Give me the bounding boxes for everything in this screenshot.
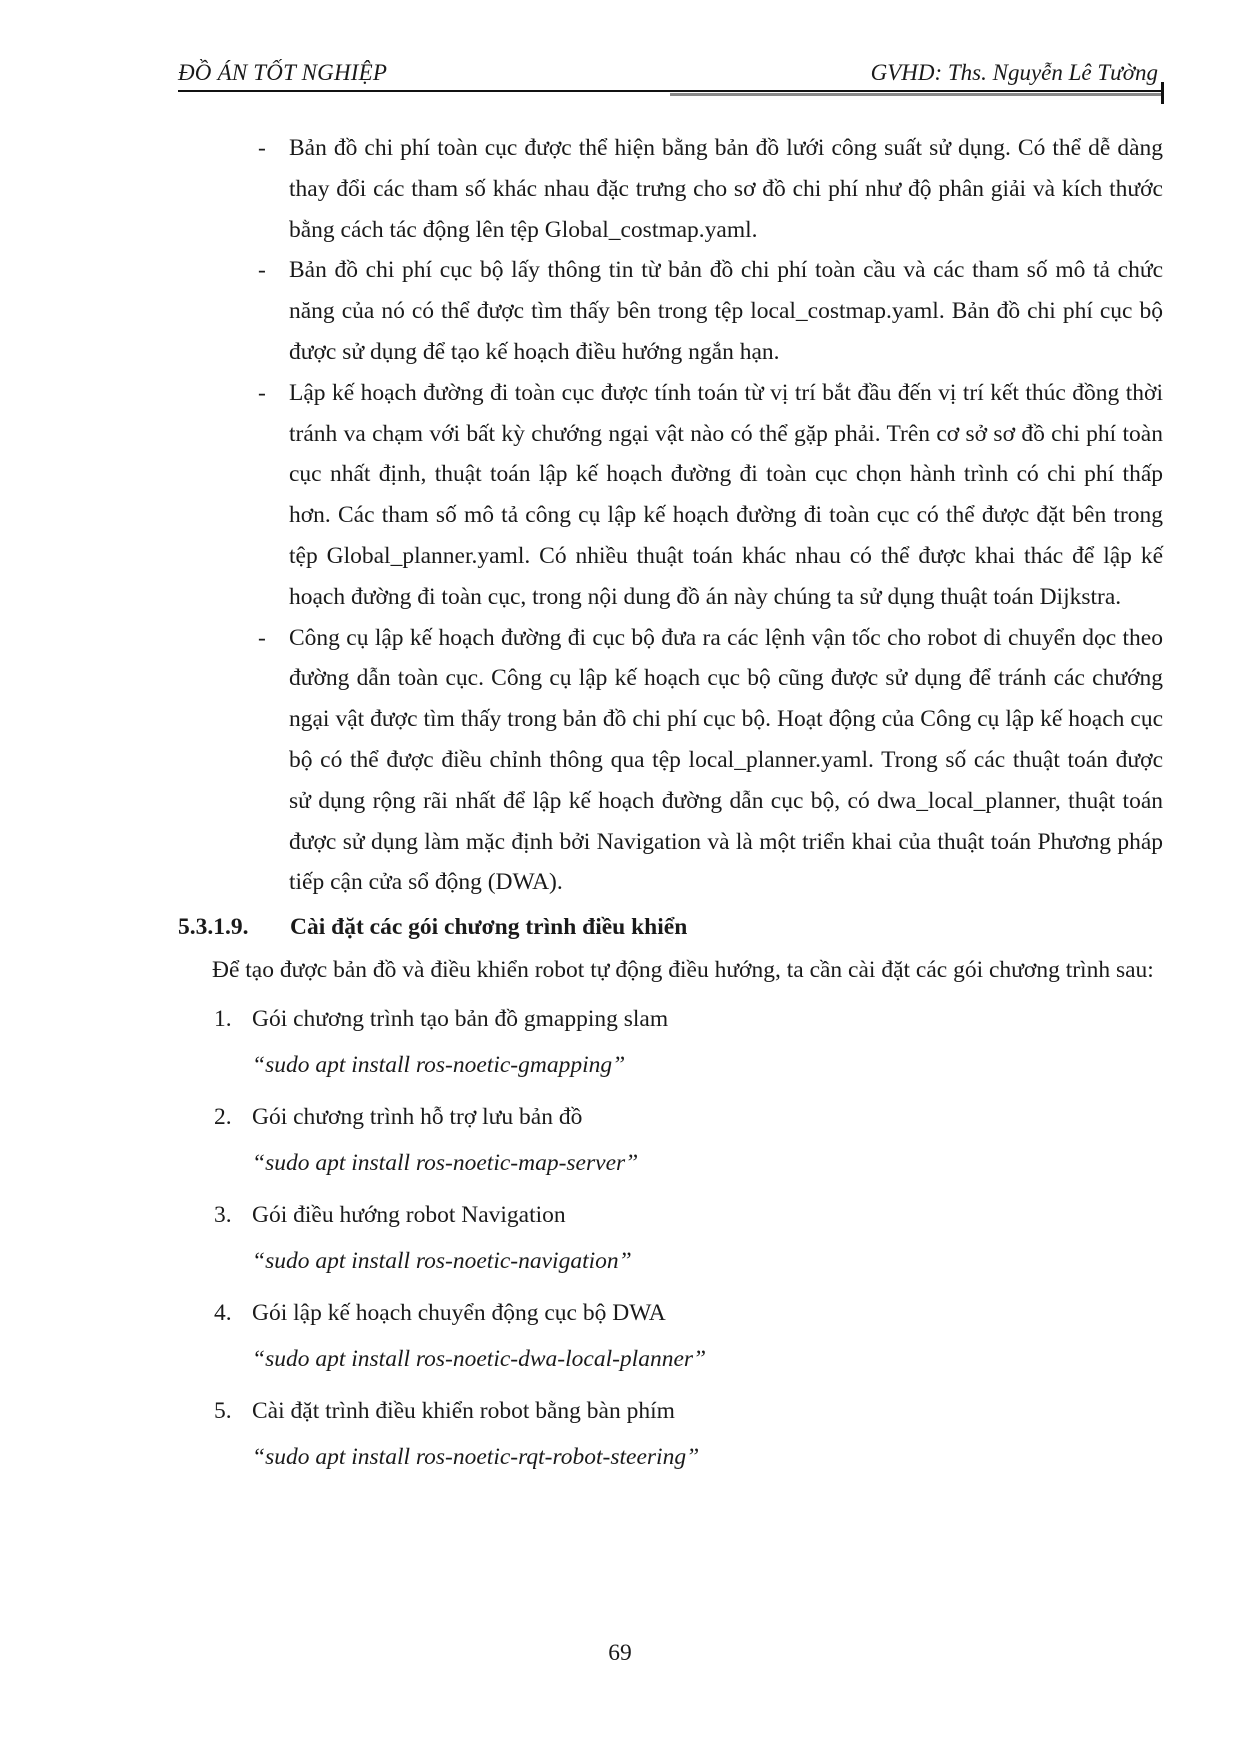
page-body <box>178 128 1163 1489</box>
list-item <box>178 999 1163 1085</box>
section-heading <box>178 907 1163 947</box>
bullet-dash: - <box>258 379 266 406</box>
bullet-dash: - <box>258 624 266 651</box>
section-title: Cài đặt các gói chương trình điều khiển <box>290 914 688 941</box>
bullet-text: Bản đồ chi phí toàn cục được thể hiện bằng bản đồ lưới công suất sử dụng. Có thể dễ dàng thay đổi các tham số khác nhau đặc trưng cho sơ đồ chi phí như độ phân giải và kích thước bằng cách tác động lên tệp Global_costmap.yaml. <box>289 135 1163 243</box>
list-index: 1. <box>214 1005 232 1032</box>
bullet-dash: - <box>258 135 266 161</box>
list-index: 2. <box>214 1103 232 1130</box>
section-number: 5.3.1.9. <box>178 914 249 941</box>
package-list <box>178 999 1163 1477</box>
bullet-text: Lập kế hoạch đường đi toàn cục được tính toán từ vị trí bắt đầu đến vị trí kết thúc đồng thời tránh va chạm với bất kỳ chướng ngại vật nào có thể gặp phải. Trên cơ sở sơ đồ chi phí toàn cục nhất định, thuật toán lập kế hoạch đường đi toàn cục chọn hành trình có chi phí thấp hơn. Các tham số mô tả công cụ lập kế hoạch đường đi toàn cục có thể được đặt bên trong tệp Global_planner.yaml. Có nhiều thuật toán khác nhau có thể được khai thác để lập kế hoạch đường đi toàn cục, trong nội dung đồ án này chúng ta sử dụng thuật toán Dijkstra. <box>289 379 1163 610</box>
header-rule-shadow <box>670 93 1163 96</box>
bullet-item <box>178 373 1163 618</box>
list-item <box>178 1293 1163 1379</box>
header-rule <box>178 90 1163 92</box>
bullet-item <box>178 618 1163 904</box>
intro-paragraph: Để tạo được bản đồ và điều khiển robot tự động điều hướng, ta cần cài đặt các gói chương trình sau: <box>212 957 1154 984</box>
bullet-dash: - <box>258 257 266 284</box>
list-index: 5. <box>214 1397 232 1424</box>
package-label: Gói điều hướng robot Navigation <box>252 1201 566 1228</box>
package-label: Cài đặt trình điều khiển robot bằng bàn phím <box>252 1397 675 1424</box>
bullet-text: Bản đồ chi phí cục bộ lấy thông tin từ bản đồ chi phí toàn cầu và các tham số mô tả chức năng của nó có thể được tìm thấy bên trong tệp local_costmap.yaml. Bản đồ chi phí cục bộ được sử dụng để tạo kế hoạch điều hướng ngắn hạn. <box>289 257 1163 365</box>
list-index: 4. <box>214 1299 232 1326</box>
install-command: “sudo apt install ros-noetic-dwa-local-planner” <box>252 1345 707 1372</box>
install-command: “sudo apt install ros-noetic-navigation” <box>252 1247 632 1274</box>
list-item <box>178 1195 1163 1281</box>
install-command: “sudo apt install ros-noetic-rqt-robot-steering” <box>252 1443 700 1470</box>
package-label: Gói chương trình hỗ trợ lưu bản đồ <box>252 1103 583 1130</box>
header-thesis-title: ĐỒ ÁN TỐT NGHIỆP <box>178 60 388 85</box>
install-command: “sudo apt install ros-noetic-map-server” <box>252 1149 639 1176</box>
bullet-item <box>178 250 1163 372</box>
install-command: “sudo apt install ros-noetic-gmapping” <box>252 1051 626 1078</box>
package-label: Gói lập kế hoạch chuyển động cục bộ DWA <box>252 1299 666 1326</box>
page-number: 69 <box>608 1640 632 1666</box>
list-index: 3. <box>214 1201 232 1228</box>
package-label: Gói chương trình tạo bản đồ gmapping slam <box>252 1005 669 1032</box>
bullet-item <box>178 128 1163 250</box>
bullet-text: Công cụ lập kế hoạch đường đi cục bộ đưa ra các lệnh vận tốc cho robot di chuyển dọc theo đường dẫn toàn cục. Công cụ lập kế hoạch cục bộ cũng được sử dụng để tránh các chướng ngại vật được tìm thấy trong bản đồ chi phí cục bộ. Hoạt động của Công cụ lập kế hoạch cục bộ có thể được điều chỉnh thông qua tệp local_planner.yaml. Trong số các thuật toán được sử dụng rộng rãi nhất để lập kế hoạch đường dẫn cục bộ, có dwa_local_planner, thuật toán được sử dụng làm mặc định bởi Navigation và là một triển khai của thuật toán Phương pháp tiếp cận cửa sổ động (DWA). <box>289 624 1163 896</box>
page-header <box>178 50 1178 94</box>
list-item <box>178 1391 1163 1477</box>
header-rule-tick <box>1161 82 1164 104</box>
header-advisor: GVHD: Ths. Nguyễn Lê Tường <box>870 60 1158 85</box>
list-item <box>178 1097 1163 1183</box>
